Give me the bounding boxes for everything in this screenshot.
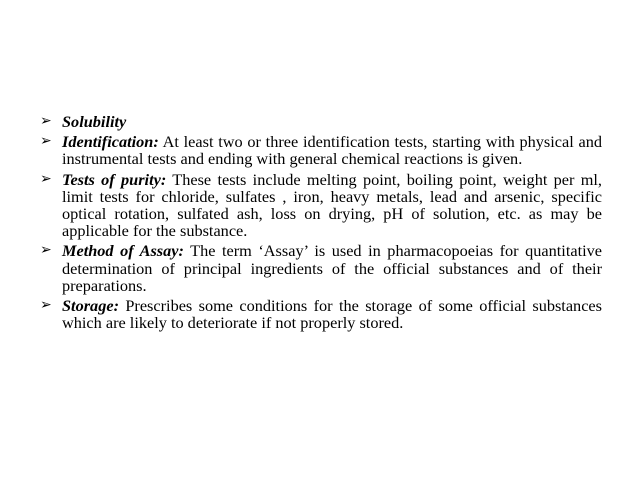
arrow-bullet-icon: ➢ bbox=[40, 170, 52, 187]
arrow-bullet-icon: ➢ bbox=[40, 297, 52, 314]
arrow-bullet-icon: ➢ bbox=[40, 133, 52, 150]
bullet-item-solubility bbox=[40, 113, 602, 130]
arrow-bullet-icon: ➢ bbox=[40, 113, 52, 129]
bullet-term: Tests of purity: bbox=[62, 169, 167, 189]
bullet-text: At least two or three identification tests, starting with physical and instrumental tests and ending with general chemical reactions is given. bbox=[62, 132, 602, 169]
bullet-item-method-of-assay bbox=[40, 242, 602, 294]
bullet-term: Method of Assay: bbox=[62, 241, 184, 261]
bullet-item-storage bbox=[40, 297, 602, 331]
bullet-item-identification bbox=[40, 133, 602, 167]
bullet-text: Prescribes some conditions for the storage of some official substances which are likely to deteriorate if not properly stored. bbox=[62, 296, 602, 333]
bullet-text: These tests include melting point, boiling point, weight per ml, limit tests for chloride, sulfates , iron, heavy metals, lead and arsenic, specific optical rotation, sulfated ash, loss on drying, pH of solution, etc. as may be applicable for the substance. bbox=[62, 169, 602, 241]
bullet-term: Solubility bbox=[62, 112, 127, 131]
bullet-list bbox=[40, 113, 602, 334]
bullet-item-tests-of-purity bbox=[40, 171, 602, 240]
arrow-bullet-icon: ➢ bbox=[40, 242, 52, 259]
bullet-term: Storage: bbox=[62, 296, 119, 316]
bullet-text: The term ‘Assay’ is used in pharmacopoeias for quantitative determination of principal ingredients of the official substances and of their preparations. bbox=[62, 241, 602, 295]
bullet-term: Identification: bbox=[62, 132, 159, 152]
